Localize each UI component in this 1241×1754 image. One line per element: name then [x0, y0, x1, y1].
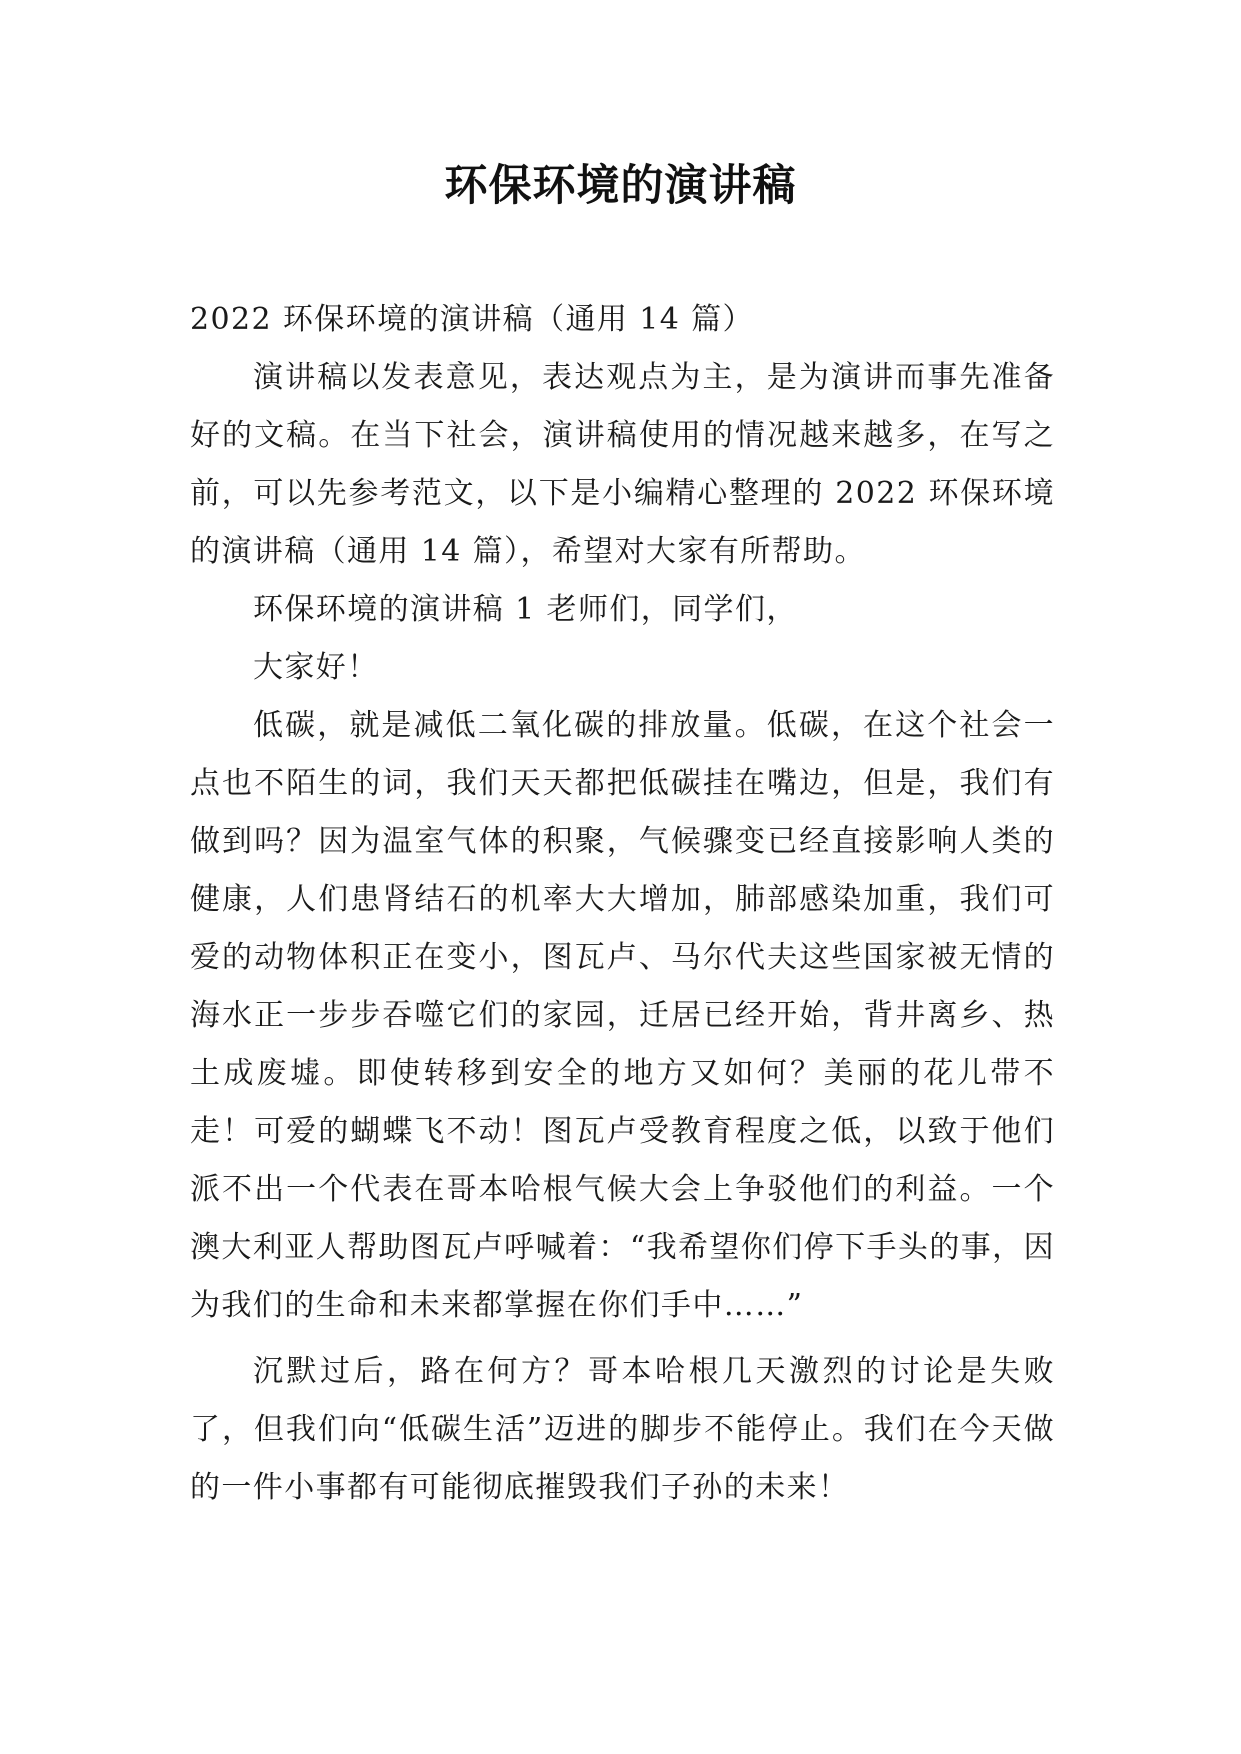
paragraph-greeting: 大家好！ — [253, 650, 379, 685]
paragraph-speech-heading: 环保环境的演讲稿 1 老师们，同学们， — [253, 592, 798, 627]
document-title: 环保环境的演讲稿 — [444, 161, 797, 211]
paragraph-intro: 演讲稿以发表意见，表达观点为主，是为演讲而事先准备好的文稿。在当下社会，演讲稿使用的情况越来越多，在写之前，可以先参考范文，以下是小编精心整理的 2022 环保环境的演讲稿（通用 14 篇），希望对大家有所帮助。 — [190, 360, 1055, 569]
document-body — [190, 291, 1055, 1517]
document-subtitle: 2022 环保环境的演讲稿（通用 14 篇） — [190, 302, 754, 337]
paragraph-silence: 沉默过后，路在何方？哥本哈根几天激烈的讨论是失败了，但我们向“低碳生活”迈进的脚步不能停止。我们在今天做的一件小事都有可能彻底摧毁我们子孙的未来！ — [190, 1354, 1055, 1505]
paragraph-low-carbon: 低碳，就是减低二氧化碳的排放量。低碳，在这个社会一点也不陌生的词，我们天天都把低碳挂在嘴边，但是，我们有做到吗？因为温室气体的积聚，气候骤变已经直接影响人类的健康，人们患肾结石的机率大大增加，肺部感染加重，我们可爱的动物体积正在变小，图瓦卢、马尔代夫这些国家被无情的海水正一步步吞噬它们的家园，迁居已经开始，背井离乡、热土成废墟。即使转移到安全的地方又如何？美丽的花儿带不走！可爱的蝴蝶飞不动！图瓦卢受教育程度之低，以致于他们派不出一个代表在哥本哈根气候大会上争驳他们的利益。一个澳大利亚人帮助图瓦卢呼喊着：“我希望你们停下手头的事，因为我们的生命和未来都掌握在你们手中……” — [190, 708, 1055, 1323]
